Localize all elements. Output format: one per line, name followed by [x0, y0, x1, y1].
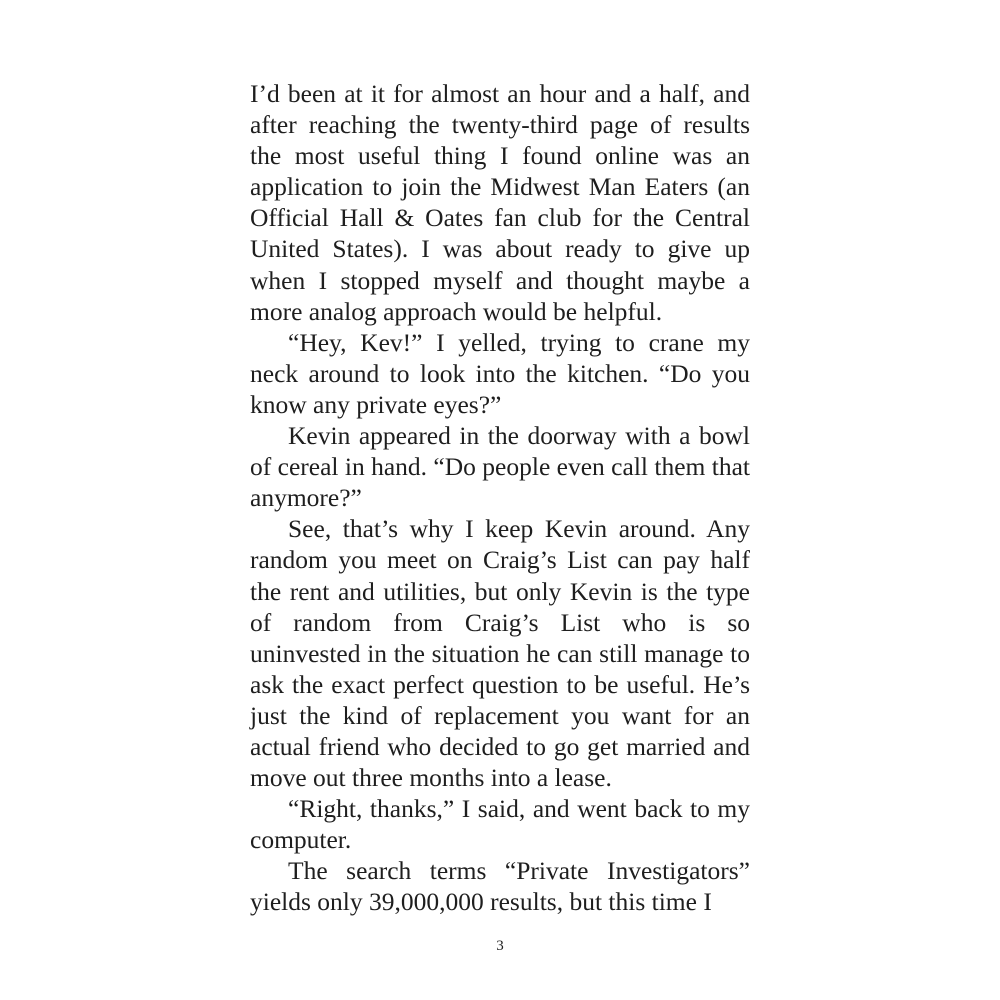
paragraph-5: “Right, thanks,” I said, and went back to my computer. [250, 794, 750, 855]
paragraph-4: See, that’s why I keep Kevin around. Any random you meet on Craig’s List can pay half the rent and utilities, but only Kevin is the type of random from Craig’s List who is so uninvested in the situation he can still manage to ask the exact perfect question to be useful. He’s just the kind of replacement you want for an actual friend who decided to go get married and move out three months into a lease. [250, 514, 750, 793]
body-text [250, 78, 750, 918]
page-number: 3 [496, 938, 504, 954]
paragraph-1: I’d been at it for almost an hour and a half, and after reaching the twenty-third page of results the most useful thing I found online was an application to join the Midwest Man Eaters (an Official Hall & Oates fan club for the Central United States). I was about ready to give up when I stopped myself and thought maybe a more analog approach would be helpful. [250, 79, 750, 326]
paragraph-6: The search terms “Private Investigators” yields only 39,000,000 results, but this time I [250, 856, 750, 917]
paragraph-2: “Hey, Kev!” I yelled, trying to crane my neck around to look into the kitchen. “Do you know any private eyes?” [250, 327, 750, 419]
paragraph-3: Kevin appeared in the doorway with a bowl of cereal in hand. “Do people even call them that anymore?” [250, 421, 750, 513]
